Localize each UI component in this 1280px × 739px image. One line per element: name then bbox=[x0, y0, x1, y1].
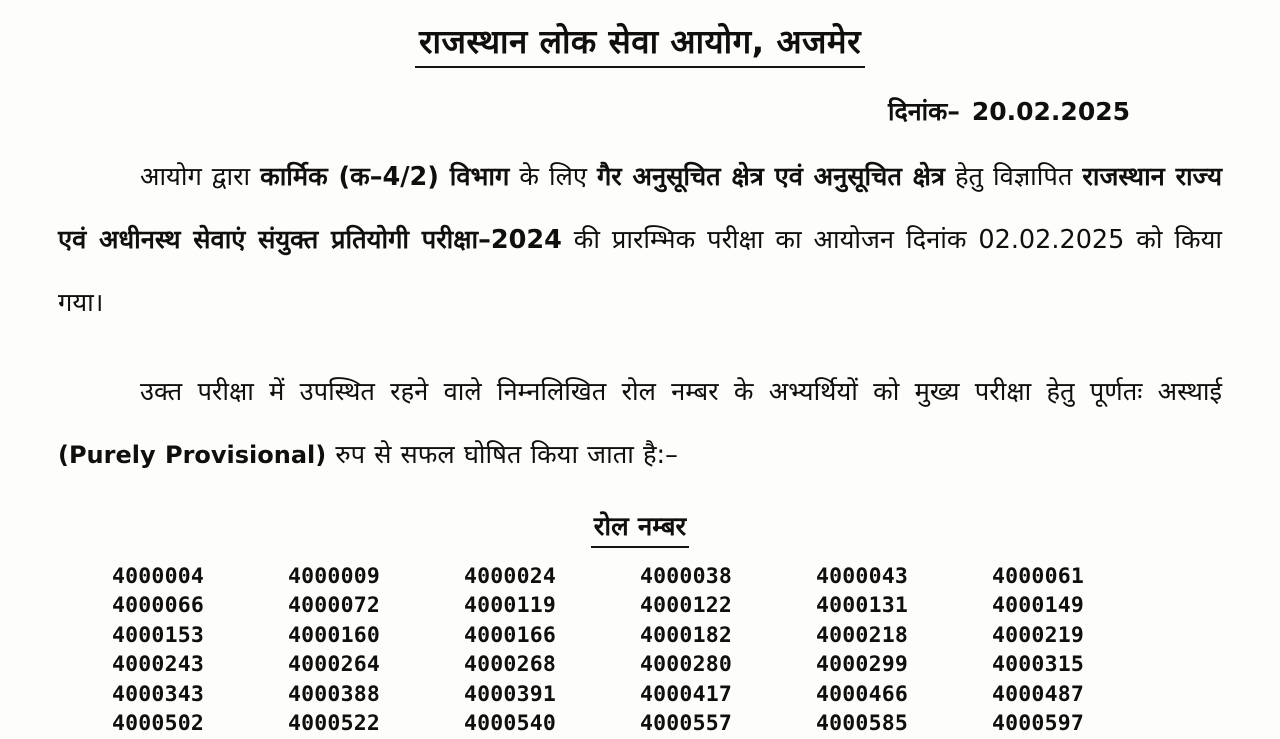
roll-number-cell: 4000131 bbox=[816, 593, 909, 619]
roll-number-cell: 4000264 bbox=[288, 652, 381, 678]
roll-number-cell: 4000597 bbox=[992, 711, 1085, 737]
roll-numbers-heading-text: रोल नम्बर bbox=[591, 507, 689, 548]
roll-number-cell: 4000182 bbox=[640, 622, 733, 648]
roll-number-cell: 4000388 bbox=[288, 681, 381, 707]
roll-number-cell: 4000487 bbox=[992, 681, 1085, 707]
roll-number-cell: 4000315 bbox=[992, 652, 1085, 678]
roll-number-cell: 4000280 bbox=[640, 652, 733, 678]
roll-number-cell: 4000166 bbox=[464, 622, 557, 648]
para1-area: गैर अनुसूचित क्षेत्र एवं अनुसूचित क्षेत्र bbox=[596, 161, 945, 192]
document-date bbox=[58, 68, 1222, 128]
roll-number-cell: 4000153 bbox=[112, 622, 205, 648]
para1-seg3: के लिए bbox=[509, 161, 597, 192]
roll-number-cell: 4000502 bbox=[112, 711, 205, 737]
roll-number-cell: 4000149 bbox=[992, 593, 1085, 619]
roll-number-cell: 4000160 bbox=[288, 622, 381, 648]
roll-number-cell: 4000009 bbox=[288, 563, 381, 589]
roll-number-cell: 4000004 bbox=[112, 563, 205, 589]
para1-seg7: की प्रारम्भिक परीक्षा का आयोजन दिनांक 02.02.2025 को किया गया। bbox=[58, 224, 1222, 318]
roll-number-cell: 4000557 bbox=[640, 711, 733, 737]
page-title-text: राजस्थान लोक सेवा आयोग, अजमेर bbox=[415, 22, 865, 68]
roll-number-cell: 4000219 bbox=[992, 622, 1085, 648]
date-value: 20.02.2025 bbox=[971, 96, 1130, 126]
roll-number-cell: 4000522 bbox=[288, 711, 381, 737]
paragraph-exam-announcement bbox=[58, 128, 1222, 335]
roll-number-cell: 4000061 bbox=[992, 563, 1085, 589]
para2-seg1: उक्त परीक्षा में उपस्थित रहने वाले निम्नलिखित रोल नम्बर के अभ्यर्थियों को मुख्य परीक्षा हेतु पूर्णतः अस्थाई bbox=[140, 376, 1222, 407]
roll-number-cell: 4000072 bbox=[288, 593, 381, 619]
roll-number-cell: 4000540 bbox=[464, 711, 557, 737]
roll-number-cell: 4000119 bbox=[464, 593, 557, 619]
roll-number-cell: 4000043 bbox=[816, 563, 909, 589]
para1-seg1: आयोग द्वारा bbox=[140, 161, 261, 192]
roll-numbers-heading bbox=[58, 487, 1222, 548]
para1-seg5: हेतु विज्ञापित bbox=[944, 161, 1083, 192]
roll-number-cell: 4000268 bbox=[464, 652, 557, 678]
roll-number-cell: 4000024 bbox=[464, 563, 557, 589]
roll-number-cell: 4000466 bbox=[816, 681, 909, 707]
roll-number-cell: 4000417 bbox=[640, 681, 733, 707]
para2-purely-provisional: (Purely Provisional) bbox=[58, 440, 327, 469]
roll-number-cell: 4000585 bbox=[816, 711, 909, 737]
roll-number-cell: 4000038 bbox=[640, 563, 733, 589]
roll-number-cell: 4000391 bbox=[464, 681, 557, 707]
date-label: दिनांक– bbox=[888, 96, 960, 126]
para1-department: कार्मिक (क–4/2) विभाग bbox=[260, 161, 510, 192]
page-title bbox=[58, 0, 1222, 68]
paragraph-result-declaration bbox=[58, 335, 1222, 487]
roll-number-cell: 4000243 bbox=[112, 652, 205, 678]
roll-number-cell: 4000343 bbox=[112, 681, 205, 707]
roll-number-cell: 4000218 bbox=[816, 622, 909, 648]
roll-numbers-grid bbox=[58, 548, 1222, 739]
para1-exam-name: राजस्थान राज्य एवं अधीनस्थ सेवाएं संयुक्त प्रतियोगी परीक्षा–2024 bbox=[58, 161, 1222, 255]
roll-number-cell: 4000066 bbox=[112, 593, 205, 619]
para2-seg3: रुप से सफल घोषित किया जाता है:– bbox=[326, 439, 678, 470]
roll-number-cell: 4000299 bbox=[816, 652, 909, 678]
roll-number-cell: 4000122 bbox=[640, 593, 733, 619]
